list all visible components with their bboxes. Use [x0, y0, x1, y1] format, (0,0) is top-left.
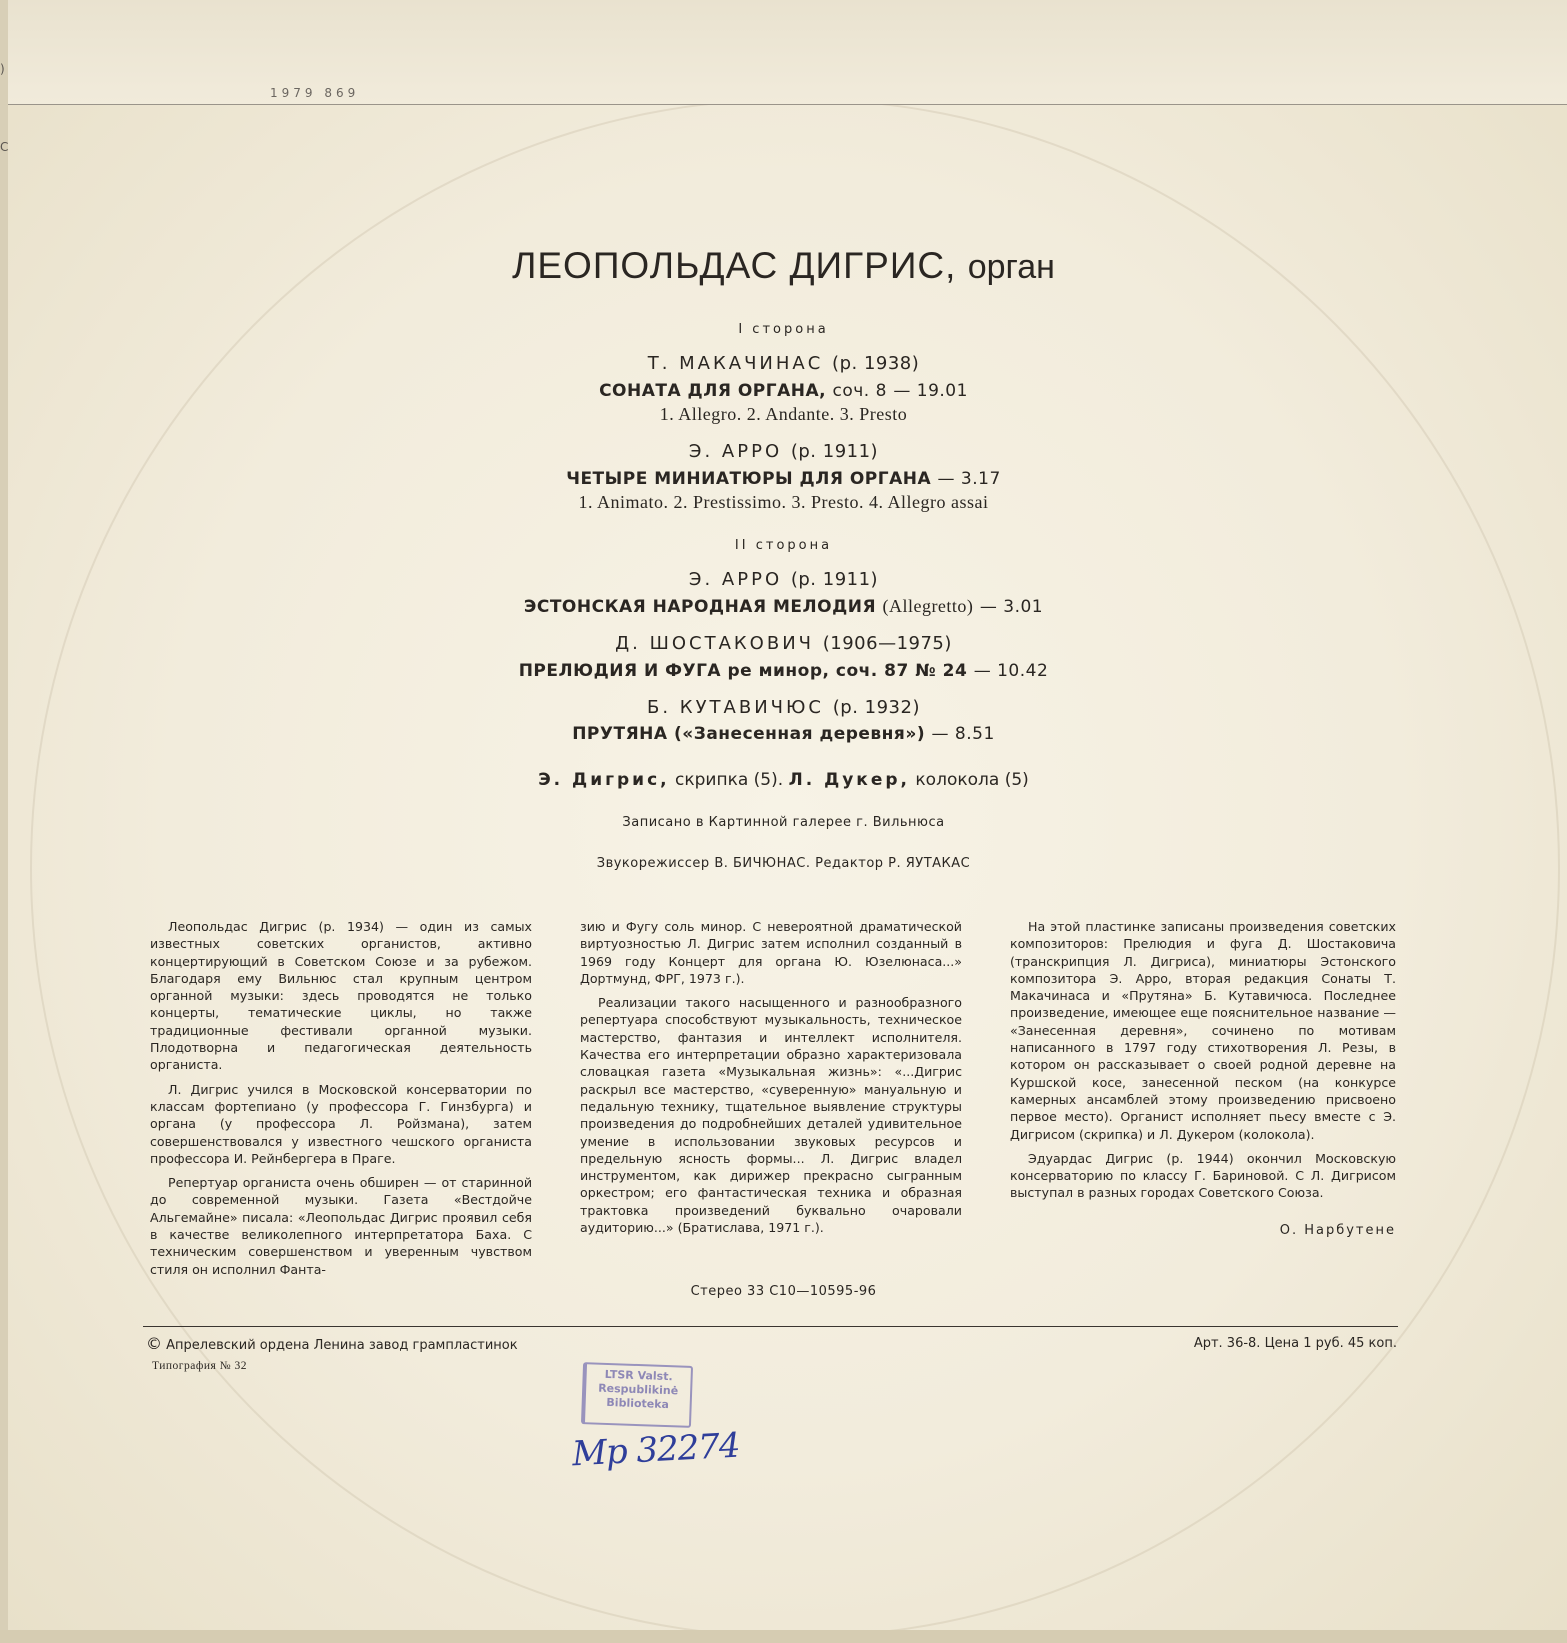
- album-title: [0, 245, 1567, 287]
- side2-composer-kutavicius: Б. КУТАВИЧЮС (р. 1932): [647, 697, 920, 718]
- liner-notes-column-1: [150, 918, 532, 1285]
- guest-performers: Э. Дигрис, скрипка (5). Л. Дукер, колокола (5): [538, 770, 1029, 790]
- engineer-credit: Звукорежиссер В. БИЧЮНАС. Редактор Р. ЯУТАКАС: [596, 856, 971, 871]
- side1-sonata-movements: 1. Allegro. 2. Andante. 3. Presto: [659, 404, 908, 424]
- side1-composer-arro: Э. АРРО (р. 1911): [688, 441, 879, 462]
- top-marks: 1979 869: [270, 86, 360, 100]
- copyright-icon: ©: [146, 1334, 162, 1353]
- notes-paragraph: Л. Дигрис учился в Московской консерватории по классам фортепиано (у профессора Г. Гинзбурга) и органа (у профессора Л. Ройзмана), затем совершенствовался у известного чешского органиста профессора И. Рейнбергера в Праге.: [150, 1081, 532, 1166]
- artist-role: орган: [967, 248, 1055, 286]
- notes-paragraph: Эдуардас Дигрис (р. 1944) окончил Московскую консерваторию по классу Г. Бариновой. С Л. Дигрисом выступал в разных городах Советского Союза.: [1010, 1150, 1396, 1201]
- side1-composer-makachinas: Т. МАКАЧИНАС (р. 1938): [647, 353, 920, 374]
- handwritten-inventory-number: Мр 32274: [571, 1425, 741, 1475]
- side1-work-miniatures: ЧЕТЫРЕ МИНИАТЮРЫ ДЛЯ ОРГАНА — 3.17: [566, 469, 1001, 489]
- notes-paragraph: зию и Фугу соль минор. С невероятной драматической виртуозностью Л. Дигрис затем исполнил созданный в 1969 году Концерт для органа Ю. Юзелюнаса...» Дортмунд, ФРГ, 1973 г.).: [580, 919, 962, 986]
- side2-work-estonian-melody: ЭСТОНСКАЯ НАРОДНАЯ МЕЛОДИЯ (Allegretto) — 3.01: [523, 596, 1044, 617]
- liner-notes-column-2: [580, 918, 962, 1243]
- notes-paragraph: Реализации такого насыщенного и разнообразного репертуара способствуют музыкальность, техническое мастерство, фантазия и интеллект исполнителя. Качества его интерпретации образно характеризовала словацкая газета «Музыкальная жизнь»: «...Дигрис раскрыл все мастерство, «суверенную» мануальную и педальную технику, тщательное выявление структуры произведения до подробнейших деталей удивительное умение в использовании звуковых ресурсов и предельную ясность формы... Л. Дигрис владел инструментом, как дирижер прекрасно сыгранным оркестром; его фантастическая техника и образная трактовка произведений буквально очаровали аудиторию...» (Братислава, 1971 г.).: [580, 995, 962, 1236]
- library-stamp: LTSR Valst. Respublikinė Biblioteka: [581, 1362, 693, 1428]
- footer-divider: [143, 1326, 1398, 1327]
- printer: Типография № 32: [152, 1360, 247, 1372]
- side2-composer-arro: Э. АРРО (р. 1911): [688, 569, 879, 590]
- side-1-label: I сторона: [738, 322, 829, 337]
- top-flap: [0, 0, 1567, 105]
- edge-mark: ): [0, 62, 5, 76]
- side-2-label: II сторона: [734, 538, 833, 553]
- side2-composer-shostakovich: Д. ШОСТАКОВИЧ (1906—1975): [615, 633, 952, 654]
- notes-paragraph: На этой пластинке записаны произведения советских композиторов: Прелюдия и фуга Д. Шостаковича (транскрипция Л. Дигриса), миниатюры Эстонского композитора Э. Арро, вторая редакция Сонаты Т. Макачинаса и «Прутяна» Б. Кутавичюса. Последнее произведение, имеющее еще пояснительное название — «Занесенная деревня», сочинено по мотивам написанного в 1797 году стихотворения Л. Резы, в котором он рассказывает о своей родной деревне на Куршской косе, занесенной песком (на конкурсе камерных ансамблей этому произведению присвоено первое место). Органист исполняет пьесу вместе с Э. Дигрисом (скрипка) и Л. Дукером (колокола).: [1010, 919, 1396, 1142]
- recording-location: Записано в Картинной галерее г. Вильнюса: [622, 815, 945, 830]
- price: Арт. 36-8. Цена 1 руб. 45 коп.: [1193, 1336, 1397, 1351]
- manufacturer: © Апрелевский ордена Ленина завод грампластинок: [146, 1334, 518, 1353]
- side1-miniatures-movements: 1. Animato. 2. Prestissimo. 3. Presto. 4. Allegro assai: [578, 492, 989, 512]
- notes-paragraph: Леопольдас Дигрис (р. 1934) — один из самых известных советских органистов, активно концертирующий в Советском Союзе и за рубежом. Благодаря ему Вильнюс стал крупным центром органной музыки: здесь проводятся не только концерты, тематические циклы, но также традиционные фестивали органной музыки. Плодотворна и педагогическая деятельность органиста.: [150, 919, 532, 1073]
- catalog-number: Стерео 33 С10—10595-96: [690, 1284, 877, 1299]
- notes-paragraph: Репертуар органиста очень обширен — от старинной до современной музыки. Газета «Вестдойче Альгемайне» писала: «Леопольдас Дигрис проявил себя в качестве великолепного интерпретатора Баха. С техническим совершенством и уверенным чувством стиля он исполнил Фанта-: [150, 1175, 532, 1277]
- edge-mark: C: [0, 140, 9, 154]
- side2-work-prutyana: ПРУТЯНА («Занесенная деревня») — 8.51: [572, 724, 995, 744]
- side1-work-sonata: СОНАТА ДЛЯ ОРГАНА, соч. 8 — 19.01: [599, 381, 968, 401]
- notes-author: О. Нарбутене: [1279, 1223, 1396, 1238]
- bottom-edge: [0, 1630, 1567, 1643]
- liner-notes-column-3: [1010, 918, 1396, 1209]
- artist-name: ЛЕОПОЛЬДАС ДИГРИС,: [512, 245, 957, 286]
- side2-work-prelude-fugue: ПРЕЛЮДИЯ И ФУГА ре минор, соч. 87 № 24 — 10.42: [518, 661, 1049, 681]
